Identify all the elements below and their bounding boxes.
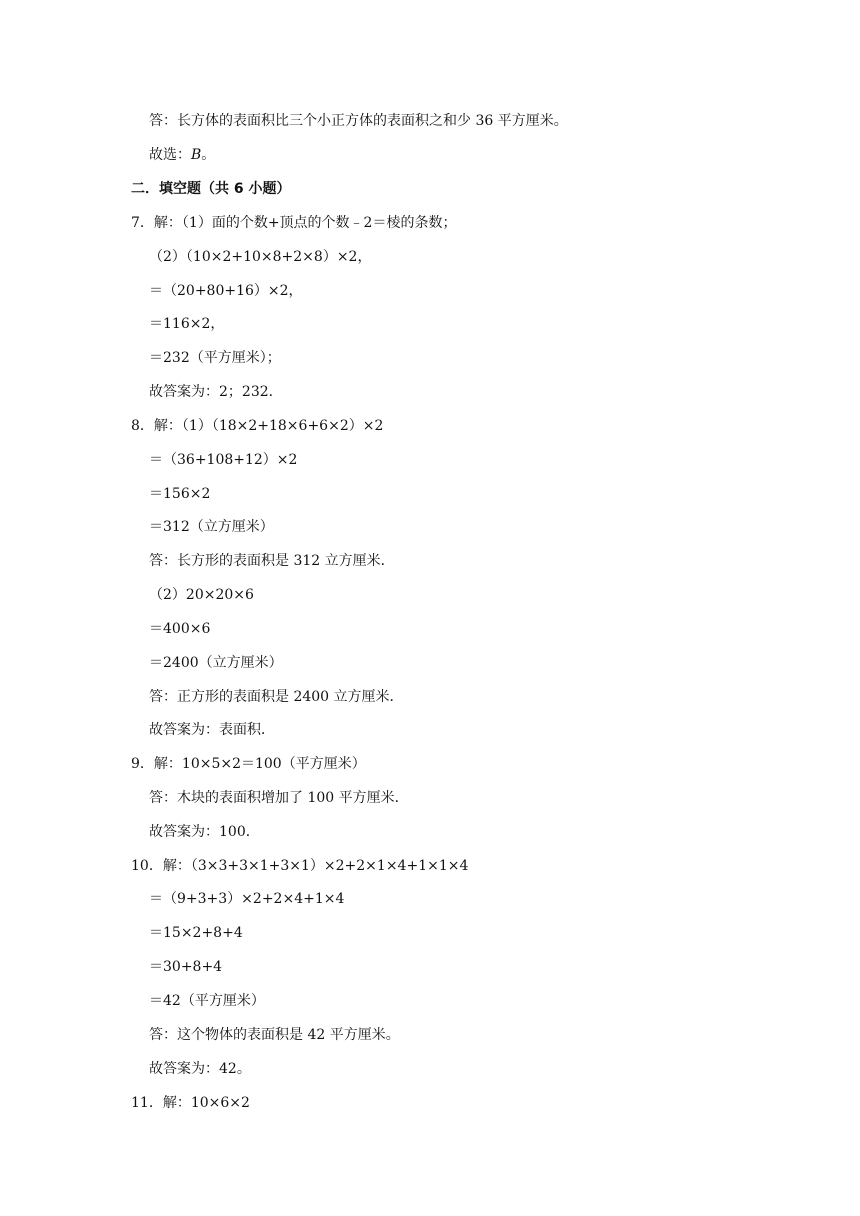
choice-prefix: 故选： (149, 147, 191, 163)
solution-q7-line-2: （2）（10×2+10×8+2×8）×2， (149, 249, 372, 265)
choice-line-q6 (149, 146, 215, 164)
solution-q8-line-1: 8．解：（1）（18×2+18×6+6×2）×2 (131, 418, 384, 434)
solution-q8-line-8: ＝2400（立方厘米） (149, 655, 283, 671)
solution-q10-line-1: 10．解：（3×3+3×1+3×1）×2+2×1×4+1×1×4 (131, 858, 469, 874)
solution-q7-line-4: ＝116×2， (149, 316, 225, 332)
solution-q8-answer: 故答案为：表面积． (149, 722, 275, 738)
solution-q10-line-4: ＝30+8+4 (149, 959, 223, 975)
solution-q8-line-2: ＝（36+108+12）×2 (149, 452, 298, 468)
section-heading: 二．填空题（共 6 小题） (131, 181, 291, 197)
solution-q11-line-1: 11．解：10×6×2 (131, 1095, 250, 1111)
solution-q8-line-9: 答：正方形的表面积是 2400 立方厘米． (149, 689, 404, 705)
solution-q8-line-4: ＝312（立方厘米） (149, 519, 274, 535)
solution-q10-answer: 故答案为：42。 (149, 1061, 251, 1077)
solution-q10-line-5: ＝42（平方厘米） (149, 993, 265, 1009)
solution-q8-line-5: 答：长方形的表面积是 312 立方厘米． (149, 553, 395, 569)
solution-q7-line-1: 7．解：（1）面的个数+顶点的个数﹣2＝棱的条数； (131, 215, 457, 231)
answer-line-q6: 答：长方体的表面积比三个小正方体的表面积之和少 36 平方厘米。 (149, 113, 568, 129)
solution-q9-answer: 故答案为：100． (149, 824, 260, 840)
solution-q10-line-6: 答：这个物体的表面积是 42 平方厘米。 (149, 1027, 400, 1043)
solution-q8-line-3: ＝156×2 (149, 486, 211, 502)
solution-q9-line-1: 9．解：10×5×2＝100（平方厘米） (131, 756, 366, 772)
solution-q8-line-6: （2）20×20×6 (149, 587, 254, 603)
solution-q9-line-2: 答：木块的表面积增加了 100 平方厘米． (149, 790, 409, 806)
choice-suffix: 。 (201, 147, 216, 163)
solution-q10-line-2: ＝（9+3+3）×2+2×4+1×4 (149, 891, 345, 907)
solution-q7-answer: 故答案为：2；232． (149, 384, 283, 400)
solution-q8-line-7: ＝400×6 (149, 621, 211, 637)
solution-q10-line-3: ＝15×2+8+4 (149, 925, 243, 941)
solution-q7-line-5: ＝232（平方厘米）； (149, 350, 281, 366)
choice-letter: B (191, 147, 202, 163)
solution-q7-line-3: ＝（20+80+16）×2， (149, 283, 303, 299)
